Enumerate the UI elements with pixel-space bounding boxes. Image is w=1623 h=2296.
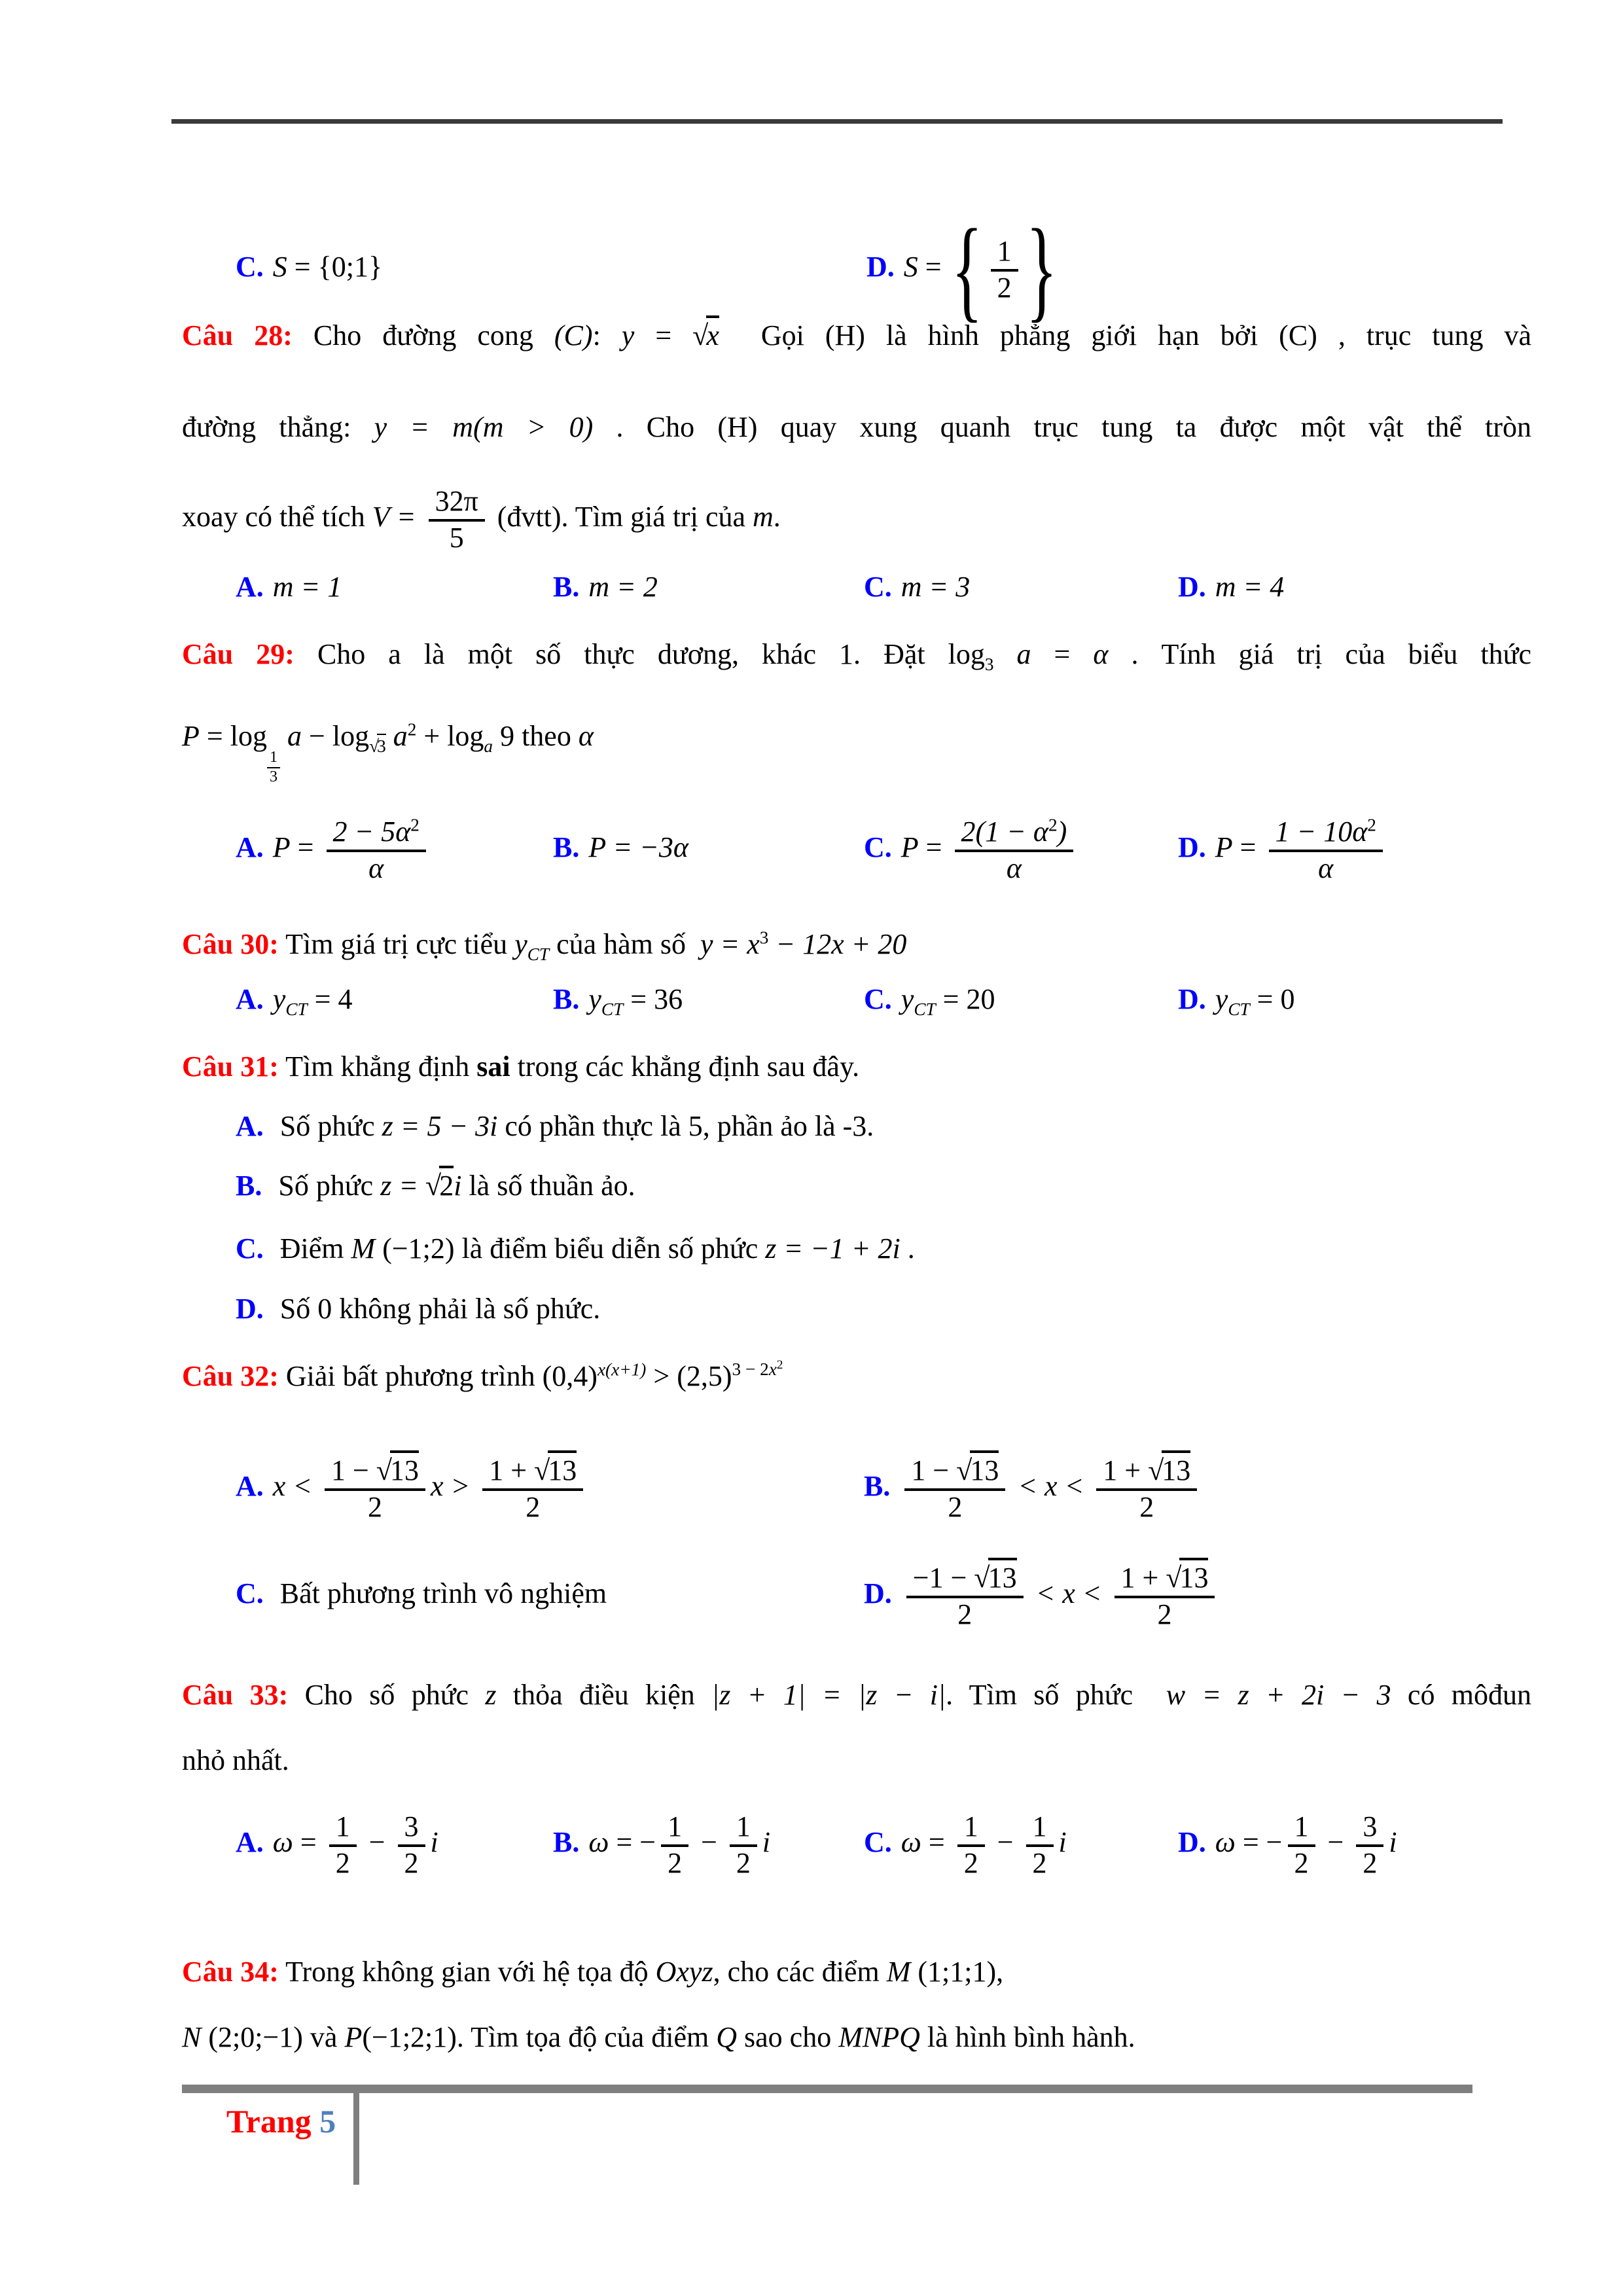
question-text: : xyxy=(592,319,622,351)
math-var: MNPQ xyxy=(838,2021,920,2053)
option-letter: C. xyxy=(864,983,892,1015)
fraction: $\frac{-1 - √13}{2}$ xyxy=(906,1563,1024,1630)
question-text: Cho đường cong xyxy=(292,319,554,351)
q33-option-d xyxy=(1178,1788,1397,1896)
math-var: α xyxy=(578,720,594,752)
footer-page-number xyxy=(226,2102,336,2140)
q29-option-b xyxy=(553,793,688,901)
math-var: i xyxy=(762,1826,771,1858)
question-text: là hình bình hành. xyxy=(919,2021,1135,2053)
log-operator: log xyxy=(447,720,484,752)
fraction: $\frac{1 - 10\alpha^2}{\alpha}$ xyxy=(1269,817,1383,884)
fraction: $\frac{1 + √13}{2}$ xyxy=(1115,1563,1215,1630)
math-text: − xyxy=(302,720,332,752)
option-value: m = 3 xyxy=(901,571,971,603)
math-var: ω xyxy=(588,1826,609,1858)
math-text: > xyxy=(646,1360,677,1392)
question-text: Trong không gian với hệ tọa độ xyxy=(278,1956,656,1988)
fraction: $\frac{1}{2}$ xyxy=(730,1812,757,1878)
option-letter: D. xyxy=(866,251,895,283)
q32-option-a xyxy=(236,1432,588,1540)
math-text: z = xyxy=(380,1170,426,1202)
option-letter: C. xyxy=(236,1232,264,1265)
math-var: Q xyxy=(716,2021,738,2053)
math-var: a xyxy=(385,720,408,752)
math-var: y xyxy=(1215,983,1228,1015)
math-var: P xyxy=(272,831,291,863)
math-text: = − xyxy=(609,1826,656,1858)
option-value: = 0 xyxy=(1249,983,1295,1015)
question-text: nhỏ nhất. xyxy=(182,1744,289,1776)
math-text: (C) xyxy=(554,319,593,351)
math-var: M xyxy=(886,1956,911,1988)
option-value: m = 2 xyxy=(588,571,658,603)
fraction: $\frac{1}{2}$ xyxy=(1288,1812,1315,1878)
q32-option-b xyxy=(864,1432,1202,1540)
math-text: x > xyxy=(431,1470,478,1502)
q33-option-c xyxy=(864,1788,1067,1896)
q28-option-d xyxy=(1178,564,1284,610)
fraction: $\frac{1}{2}$ xyxy=(991,236,1018,303)
question-29-formula xyxy=(182,691,1531,785)
math-text: − 12x + 20 xyxy=(768,928,907,960)
question-label: Câu 33: xyxy=(182,1679,289,1711)
math-var: S xyxy=(903,251,918,283)
option-letter: A. xyxy=(236,831,264,863)
math-var: N xyxy=(182,2021,202,2053)
option-letter: D. xyxy=(1178,571,1206,603)
option-value: = 4 xyxy=(307,983,353,1015)
option-letter: B. xyxy=(864,1470,891,1502)
log-base-radical: √3 xyxy=(369,736,386,756)
q32-option-c xyxy=(236,1539,607,1647)
q30-option-a xyxy=(236,977,353,1022)
question-28-line-2 xyxy=(182,398,1531,457)
option-value: = 36 xyxy=(623,983,683,1015)
q31-option-c xyxy=(236,1216,1585,1282)
math-text: y = x xyxy=(700,928,760,960)
question-31-line xyxy=(182,1037,1531,1096)
log-base: a xyxy=(484,736,493,756)
radical-sign: √ xyxy=(1166,1561,1182,1594)
math-text: z = 5 − 3i xyxy=(382,1110,498,1142)
option-letter: C. xyxy=(236,1577,264,1609)
radicand: x xyxy=(706,315,719,351)
math-var: y xyxy=(514,928,527,960)
math-var: z xyxy=(485,1679,497,1711)
option-letter: B. xyxy=(236,1170,262,1202)
radical-sign: √ xyxy=(1148,1454,1164,1486)
math-text: < x < xyxy=(1010,1470,1092,1502)
question-32-line xyxy=(182,1340,1531,1412)
math-var: ω xyxy=(1215,1826,1236,1858)
option-letter: D. xyxy=(1178,1826,1206,1858)
question-text: trong các khẳng định sau đây. xyxy=(510,1050,860,1083)
radicand: 13 xyxy=(390,1450,419,1486)
q29-option-d xyxy=(1178,793,1388,901)
math-var: P xyxy=(182,720,200,752)
option-letter: C. xyxy=(864,571,892,603)
q33-option-b xyxy=(553,1788,770,1896)
q30-option-d xyxy=(1178,977,1295,1022)
math-var: M xyxy=(351,1232,376,1265)
math-text: − xyxy=(1320,1826,1351,1858)
question-text: , cho các điểm xyxy=(713,1956,887,1988)
radicand: 13 xyxy=(988,1558,1017,1594)
option-letter: C. xyxy=(236,251,264,283)
fraction: $\frac{1 - √13}{2}$ xyxy=(325,1456,425,1522)
question-28-line-3 xyxy=(182,473,1531,561)
radical-sign: √ xyxy=(534,1454,550,1486)
math-text: |z + 1| = |z − i| xyxy=(711,1679,946,1711)
option-letter: C. xyxy=(864,1826,892,1858)
question-28-line-1 xyxy=(182,306,1531,365)
question-text: Cho số phức xyxy=(288,1679,486,1711)
math-text: (2,5) xyxy=(677,1360,732,1392)
exponent: 2 xyxy=(1048,815,1058,835)
header-rule xyxy=(171,119,1503,124)
radicand: 13 xyxy=(548,1450,577,1486)
exponent: 2 xyxy=(1367,815,1376,835)
math-text: − xyxy=(361,1826,393,1858)
question-label: Câu 29: xyxy=(182,638,294,670)
option-text: là điểm biểu diễn số phức xyxy=(454,1232,766,1265)
radical-sign: √ xyxy=(425,1170,442,1202)
option-text: Số phức xyxy=(272,1110,382,1142)
math-var: α xyxy=(1093,638,1109,670)
question-text: của hàm số xyxy=(549,928,701,960)
math-var: i xyxy=(430,1826,438,1858)
subscript: CT xyxy=(1228,999,1250,1019)
q28-option-b xyxy=(553,564,658,610)
math-text: − xyxy=(694,1826,724,1858)
q32-option-d xyxy=(864,1539,1220,1647)
math-var: P xyxy=(588,831,606,863)
option-letter: B. xyxy=(553,571,580,603)
footer-page-value: 5 xyxy=(319,2103,336,2140)
radicand: 13 xyxy=(1179,1558,1208,1594)
log-operator: log xyxy=(230,720,267,752)
math-var: P xyxy=(344,2021,363,2053)
option-value: m = 1 xyxy=(272,571,342,603)
math-text: = −3α xyxy=(605,831,688,863)
subscript: CT xyxy=(914,999,936,1019)
math-var: y xyxy=(272,983,286,1015)
q31-option-a xyxy=(236,1097,1585,1156)
subscript: CT xyxy=(601,999,624,1019)
question-label: Câu 28: xyxy=(182,319,293,351)
fraction: $\frac{3}{2}$ xyxy=(1356,1812,1383,1878)
option-letter: A. xyxy=(236,1110,264,1142)
math-text: {0;1} xyxy=(317,251,383,283)
radical-sign: √ xyxy=(376,1454,392,1486)
question-text: có môđun xyxy=(1391,1679,1531,1711)
math-text: = xyxy=(634,319,693,351)
option-letter: A. xyxy=(236,1470,264,1502)
math-text: 9 xyxy=(493,720,522,752)
math-text: (−1;2) xyxy=(375,1232,455,1265)
math-text: = xyxy=(287,251,318,283)
emphasis-text: sai xyxy=(476,1050,510,1083)
footer-divider xyxy=(353,2093,359,2185)
question-text: Gọi (H) là hình phẳng giới hạn bởi (C) , trục tung và xyxy=(719,319,1531,351)
option-text: . xyxy=(900,1232,915,1265)
math-var: i xyxy=(1058,1826,1067,1858)
q30-option-c xyxy=(864,977,995,1022)
q31-option-d xyxy=(236,1280,1585,1338)
question-29-line-1 xyxy=(182,625,1531,684)
option-letter: C. xyxy=(864,831,892,863)
q30-option-b xyxy=(553,977,683,1022)
q29-option-a xyxy=(236,793,431,901)
fraction: $\frac{1}{2}$ xyxy=(329,1812,357,1878)
exponent: 2 xyxy=(407,719,417,740)
question-33-line-1 xyxy=(182,1664,1531,1726)
question-text: . Cho (H) quay xung quanh trục tung ta được một vật thể tròn xyxy=(593,411,1531,443)
math-text: − xyxy=(990,1826,1021,1858)
q28-option-c xyxy=(864,564,970,610)
option-letter: B. xyxy=(553,831,580,863)
q33-option-a xyxy=(236,1788,438,1896)
math-text: = xyxy=(293,1826,324,1858)
footer-bar xyxy=(182,2085,1472,2093)
question-text: thỏa điều kiện xyxy=(496,1679,712,1711)
math-var: m xyxy=(753,501,774,533)
question-text: (−1;2;1). Tìm tọa độ của điểm xyxy=(362,2021,717,2053)
question-text: . Tính giá trị của biểu thức xyxy=(1108,638,1531,670)
question-text: đường thẳng: xyxy=(182,411,374,443)
subscript: CT xyxy=(527,944,550,964)
question-text: Tìm khẳng định xyxy=(278,1050,477,1083)
option-letter: D. xyxy=(236,1293,264,1325)
option-letter: A. xyxy=(236,1826,264,1858)
option-letter: B. xyxy=(553,983,580,1015)
question-text: theo xyxy=(522,720,579,752)
question-text: xoay có thể tích xyxy=(182,501,372,533)
math-var: y xyxy=(621,319,635,351)
exponent: 3 − 2x2 xyxy=(732,1358,783,1380)
math-var: ω xyxy=(272,1826,293,1858)
math-text: z = −1 + 2i xyxy=(765,1232,901,1265)
radical-sign: √ xyxy=(692,319,709,351)
math-var: P xyxy=(1215,831,1233,863)
exponent: 3 xyxy=(759,927,769,948)
fraction: $\frac{1 - √13}{2}$ xyxy=(904,1456,1005,1522)
option-text: Bất phương trình vô nghiệm xyxy=(272,1577,607,1609)
fraction: $\frac{1}{2}$ xyxy=(957,1812,985,1878)
fraction: $\frac{32\pi}{5}$ xyxy=(429,486,485,553)
prev-option-c xyxy=(236,228,382,306)
math-var: Oxyz xyxy=(655,1956,713,1988)
option-text: Số phức xyxy=(271,1170,381,1202)
math-text: (1;1;1), xyxy=(910,1956,1004,1988)
math-text: = xyxy=(199,720,230,752)
option-value: m = 4 xyxy=(1215,571,1285,603)
fraction: $\frac{1 + √13}{2}$ xyxy=(1096,1456,1197,1522)
math-var: a xyxy=(280,720,302,752)
log-operator: log xyxy=(948,638,985,670)
radical-sign: √ xyxy=(974,1561,990,1594)
question-34-line-1 xyxy=(182,1941,1531,2003)
math-var: y xyxy=(901,983,914,1015)
q29-option-c xyxy=(864,793,1079,901)
question-text: . xyxy=(773,501,781,533)
fraction: $\frac{1}{2}$ xyxy=(1026,1812,1054,1878)
option-letter: A. xyxy=(236,983,264,1015)
exponent: x(x+1) xyxy=(597,1359,647,1380)
option-value: = 20 xyxy=(935,983,995,1015)
math-var: ω xyxy=(901,1826,921,1858)
q31-option-b xyxy=(236,1153,1585,1219)
option-letter: D. xyxy=(1178,983,1206,1015)
question-label: Câu 34: xyxy=(182,1956,279,1988)
option-text: là số thuần ảo. xyxy=(461,1170,635,1202)
question-30-line xyxy=(182,915,1531,974)
math-text: = xyxy=(918,251,949,283)
option-letter: B. xyxy=(553,1826,580,1858)
option-letter: A. xyxy=(236,571,264,603)
log-base: 3 xyxy=(984,654,994,674)
math-var: P xyxy=(901,831,919,863)
q28-option-a xyxy=(236,564,342,610)
option-text: có phần thực là 5, phần ảo là -3. xyxy=(497,1110,874,1142)
math-text: = xyxy=(1232,831,1264,863)
math-var: y xyxy=(588,983,601,1015)
math-text: x < xyxy=(272,1470,320,1502)
option-text: Điểm xyxy=(272,1232,351,1265)
math-var: S xyxy=(272,251,287,283)
radicand: 13 xyxy=(970,1450,999,1486)
math-text: y = m(m > 0) xyxy=(374,411,594,443)
math-text: = xyxy=(290,831,321,863)
math-text: = xyxy=(918,831,950,863)
question-text: Cho a là một số thực dương, khác 1. Đặt xyxy=(294,638,948,670)
fraction: $\frac{2(1 - \alpha^2)}{\alpha}$ xyxy=(955,817,1074,884)
math-text: + xyxy=(416,720,448,752)
question-text: Giải bất phương trình xyxy=(278,1360,543,1392)
math-text: (0,4) xyxy=(542,1360,597,1392)
fraction: $\frac{3}{2}$ xyxy=(398,1812,425,1878)
question-label: Câu 30: xyxy=(182,928,279,960)
footer-page-label: Trang xyxy=(226,2103,320,2140)
log-base-fraction: $\frac{1}{3}$ xyxy=(267,749,280,784)
radicand: 2 xyxy=(439,1166,454,1202)
math-text: = − xyxy=(1235,1826,1283,1858)
subscript: CT xyxy=(285,999,308,1019)
option-text: Số 0 không phải là số phức. xyxy=(272,1293,601,1325)
math-text: < x < xyxy=(1028,1577,1109,1609)
radical-sign: √ xyxy=(956,1454,972,1486)
math-text: w = z + 2i − 3 xyxy=(1166,1679,1391,1711)
brace-close: } xyxy=(1026,205,1058,333)
question-text: Tìm giá trị cực tiểu xyxy=(278,928,515,960)
math-var: i xyxy=(1389,1826,1397,1858)
question-text: (đvtt). Tìm giá trị của xyxy=(490,501,753,533)
fraction: $\frac{1}{2}$ xyxy=(661,1812,688,1878)
question-34-line-2 xyxy=(182,2006,1531,2068)
question-text: . Tìm số phức xyxy=(946,1679,1166,1711)
math-text: = xyxy=(1031,638,1094,670)
exponent: 2 xyxy=(410,815,419,835)
math-var: a xyxy=(993,638,1031,670)
fraction: $\frac{2 - 5\alpha^2}{\alpha}$ xyxy=(327,817,426,884)
question-text: sao cho xyxy=(737,2021,839,2053)
question-33-line-2 xyxy=(182,1731,1531,1790)
question-label: Câu 32: xyxy=(182,1360,279,1392)
math-text: = xyxy=(921,1826,952,1858)
math-var: i xyxy=(454,1170,462,1202)
brace-open: { xyxy=(951,205,983,333)
math-text: V = xyxy=(372,501,423,533)
log-operator: log xyxy=(332,720,370,752)
question-label: Câu 31: xyxy=(182,1050,279,1083)
question-text: (2;0;−1) và xyxy=(201,2021,345,2053)
fraction: $\frac{1 + √13}{2}$ xyxy=(482,1456,583,1522)
option-letter: D. xyxy=(1178,831,1206,863)
radicand: 13 xyxy=(1162,1450,1190,1486)
option-letter: D. xyxy=(864,1577,892,1609)
